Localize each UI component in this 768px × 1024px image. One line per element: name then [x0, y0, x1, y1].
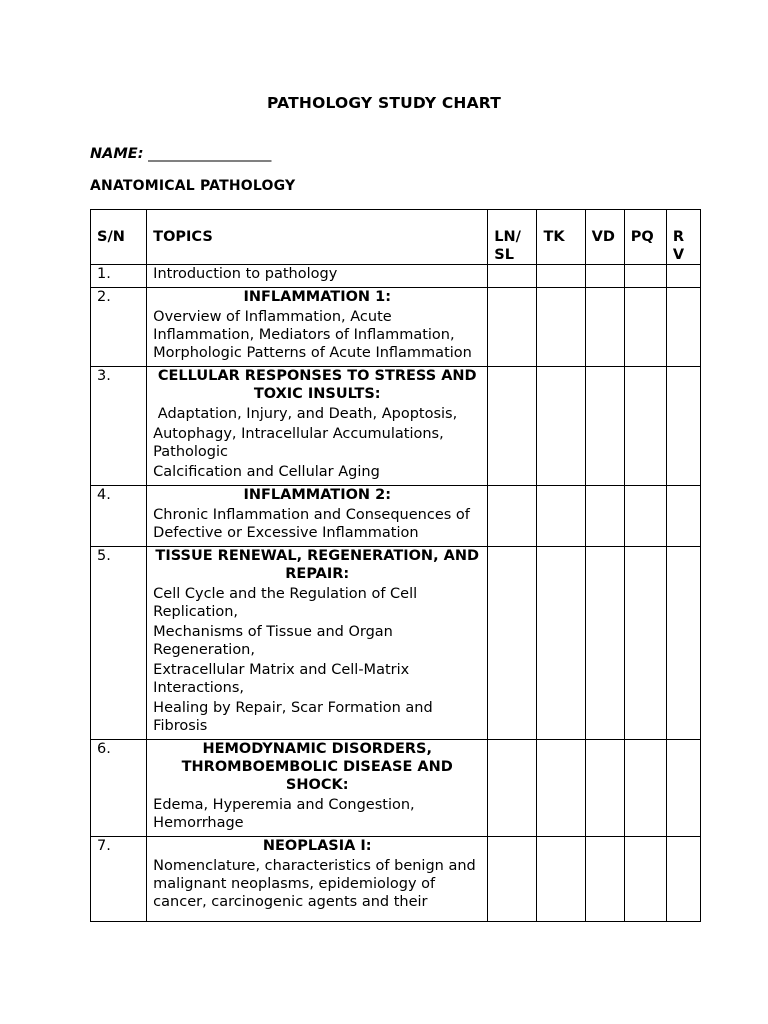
- cell-rv[interactable]: [666, 547, 700, 740]
- row-topic: [147, 367, 488, 486]
- cell-vd[interactable]: [585, 486, 624, 547]
- row-number: 2.: [91, 288, 147, 367]
- header-topics: TOPICS: [147, 210, 488, 265]
- cell-vd[interactable]: [585, 265, 624, 288]
- header-ln-sl: LN/ SL: [488, 210, 537, 265]
- cell-pq[interactable]: [624, 367, 666, 486]
- topic-detail: Chronic Inflammation and Consequences of Defective or Excessive Inflammation: [153, 507, 475, 541]
- cell-rv[interactable]: [666, 288, 700, 367]
- table-row: [91, 288, 701, 367]
- row-topic: [147, 547, 488, 740]
- cell-vd[interactable]: [585, 547, 624, 740]
- topic-heading: CELLULAR RESPONSES TO STRESS AND TOXIC INSULTS:: [157, 368, 477, 402]
- cell-vd[interactable]: [585, 740, 624, 837]
- cell-vd[interactable]: [585, 288, 624, 367]
- section-heading: ANATOMICAL PATHOLOGY: [90, 178, 296, 194]
- topic-heading: TISSUE RENEWAL, REGENERATION, AND REPAIR:: [155, 548, 480, 582]
- cell-rv[interactable]: [666, 837, 700, 922]
- table-row: [91, 486, 701, 547]
- cell-rv[interactable]: [666, 486, 700, 547]
- topic-detail: Mechanisms of Tissue and Organ Regeneration,: [153, 624, 398, 658]
- page-title: PATHOLOGY STUDY CHART: [267, 94, 501, 112]
- cell-tk[interactable]: [537, 265, 585, 288]
- name-blank: _________________: [148, 146, 272, 162]
- topic-detail: Calcification and Cellular Aging: [153, 464, 380, 480]
- topic-detail: Edema, Hyperemia and Congestion, Hemorrhage: [153, 797, 420, 831]
- cell-pq[interactable]: [624, 740, 666, 837]
- topic-heading: INFLAMMATION 1:: [243, 289, 391, 305]
- name-label: NAME:: [90, 146, 144, 162]
- row-number: 1.: [91, 265, 147, 288]
- cell-rv[interactable]: [666, 265, 700, 288]
- header-tk: TK: [537, 210, 585, 265]
- cell-tk[interactable]: [537, 547, 585, 740]
- name-line: [90, 146, 271, 162]
- cell-pq[interactable]: [624, 547, 666, 740]
- cell-tk[interactable]: [537, 486, 585, 547]
- topic-detail: Extracellular Matrix and Cell-Matrix Interactions,: [153, 662, 414, 696]
- topic-detail: Nomenclature, characteristics of benign and malignant neoplasms, epidemiology of cancer, carcinogenic agents and their: [153, 858, 481, 910]
- cell-pq[interactable]: [624, 288, 666, 367]
- cell-vd[interactable]: [585, 837, 624, 922]
- topic-heading: INFLAMMATION 2:: [243, 487, 391, 503]
- cell-ln-sl[interactable]: [488, 265, 537, 288]
- topic-detail: Healing by Repair, Scar Formation and Fibrosis: [153, 700, 438, 734]
- cell-ln-sl[interactable]: [488, 740, 537, 837]
- row-number: 6.: [91, 740, 147, 837]
- table-row: [91, 547, 701, 740]
- cell-tk[interactable]: [537, 288, 585, 367]
- row-topic: [147, 486, 488, 547]
- cell-tk[interactable]: [537, 367, 585, 486]
- cell-pq[interactable]: [624, 486, 666, 547]
- cell-rv[interactable]: [666, 367, 700, 486]
- header-pq: PQ: [624, 210, 666, 265]
- cell-tk[interactable]: [537, 837, 585, 922]
- study-chart-table: [90, 209, 701, 922]
- cell-vd[interactable]: [585, 367, 624, 486]
- cell-rv[interactable]: [666, 740, 700, 837]
- header-sn: S/N: [91, 210, 147, 265]
- topic-detail: Adaptation, Injury, and Death, Apoptosis,: [153, 406, 458, 422]
- row-topic: [147, 288, 488, 367]
- row-topic: [147, 740, 488, 837]
- topic-detail: Cell Cycle and the Regulation of Cell Replication,: [153, 586, 422, 620]
- cell-pq[interactable]: [624, 265, 666, 288]
- cell-ln-sl[interactable]: [488, 837, 537, 922]
- topic-heading: NEOPLASIA I:: [262, 838, 372, 854]
- header-row: [91, 210, 701, 265]
- row-topic: [147, 265, 488, 288]
- topic-heading: HEMODYNAMIC DISORDERS, THROMBOEMBOLIC DISEASE AND SHOCK:: [181, 741, 453, 793]
- row-number: 4.: [91, 486, 147, 547]
- topic-detail: Autophagy, Intracellular Accumulations, Pathologic: [153, 426, 449, 460]
- cell-ln-sl[interactable]: [488, 547, 537, 740]
- cell-ln-sl[interactable]: [488, 486, 537, 547]
- topic-detail: Introduction to pathology: [153, 266, 338, 282]
- cell-ln-sl[interactable]: [488, 367, 537, 486]
- table-row: [91, 265, 701, 288]
- row-number: 7.: [91, 837, 147, 922]
- row-topic: [147, 837, 488, 922]
- table-row: [91, 367, 701, 486]
- table-body: [91, 265, 701, 922]
- cell-pq[interactable]: [624, 837, 666, 922]
- row-number: 5.: [91, 547, 147, 740]
- topic-detail: Overview of Inflammation, Acute Inflammation, Mediators of Inflammation, Morphologic Patterns of Acute Inflammation: [153, 309, 472, 361]
- cell-ln-sl[interactable]: [488, 288, 537, 367]
- table-row: [91, 740, 701, 837]
- row-number: 3.: [91, 367, 147, 486]
- header-rv: R V: [666, 210, 700, 265]
- table-row: [91, 837, 701, 922]
- cell-tk[interactable]: [537, 740, 585, 837]
- header-vd: VD: [585, 210, 624, 265]
